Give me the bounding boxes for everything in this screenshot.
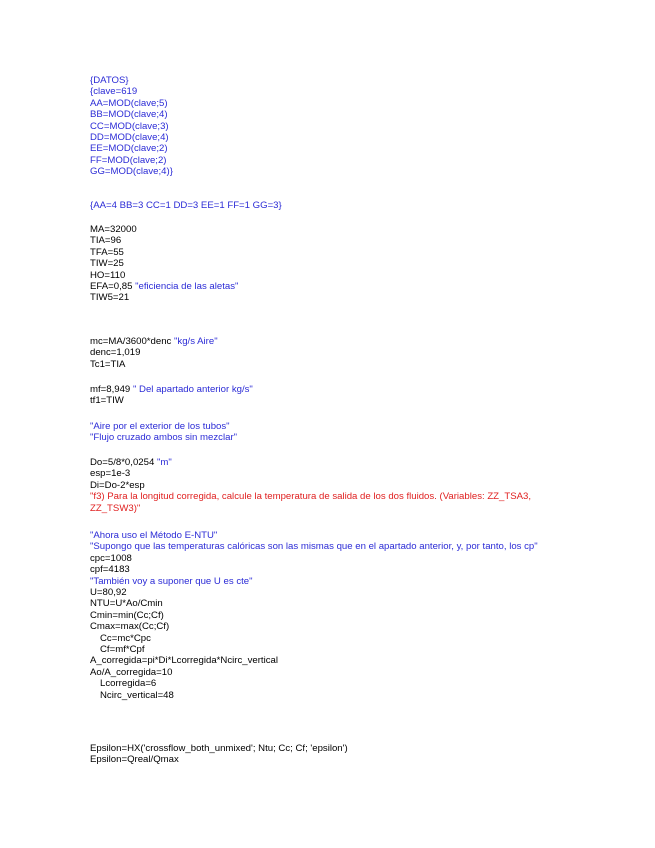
- datos-line: BB=MOD(clave;4): [90, 109, 168, 121]
- do-line: [90, 457, 570, 468]
- flow-comments: [90, 421, 570, 444]
- input-tia: TIA=96: [90, 235, 122, 247]
- values-comment: [90, 200, 570, 211]
- epsilon-q-line: Epsilon=Qreal/Qmax: [90, 754, 179, 766]
- flow-comment: "Aire por el exterior de los tubos": [90, 421, 230, 432]
- tube-block: [90, 457, 570, 514]
- do-comment: "m": [156, 457, 172, 468]
- cf-line: Cf=mf*Cpf: [100, 644, 145, 656]
- datos-line: CC=MOD(clave;3): [90, 120, 169, 132]
- datos-line: GG=MOD(clave;4)}: [90, 166, 173, 178]
- datos-line: AA=MOD(clave;5): [90, 97, 168, 109]
- efa-comment: "eficiencia de las aletas": [135, 281, 239, 293]
- esp-line: esp=1e-3: [90, 468, 131, 480]
- tf1-line: tf1=TIW: [90, 395, 124, 407]
- cc-line: Cc=mc*Cpc: [100, 632, 151, 644]
- values-line: {AA=4 BB=3 CC=1 DD=3 EE=1 FF=1 GG=3}: [90, 200, 282, 211]
- ntu-line: NTU=U*Ao/Cmin: [90, 598, 163, 610]
- datos-line: {clave=619: [90, 86, 138, 98]
- input-tfa: TFA=55: [90, 246, 124, 258]
- datos-line: {DATOS}: [90, 75, 129, 86]
- mc-formula: mc=MA/3600*denc: [90, 336, 172, 347]
- flow-comment: "Flujo cruzado ambos sin mezclar": [90, 432, 238, 444]
- mf-comment: " Del apartado anterior kg/s": [132, 384, 253, 395]
- epsilon-hx-line: Epsilon=HX('crossflow_both_unmixed'; Ntu; Cc; Cf; 'epsilon'): [90, 743, 348, 754]
- mf-formula: mf=8,949: [90, 384, 131, 395]
- datos-line: DD=MOD(clave;4): [90, 132, 169, 144]
- input-tiw: TIW=25: [90, 258, 124, 270]
- cmin-line: Cmin=min(Cc;Cf): [90, 609, 164, 621]
- cpc-line: cpc=1008: [90, 552, 132, 564]
- mf-line: [90, 384, 570, 395]
- cpf-line: cpf=4183: [90, 564, 130, 576]
- mc-line: [90, 336, 570, 347]
- entu-comment-3: "También voy a suponer que U es cte": [90, 575, 253, 587]
- entu-block: [90, 530, 570, 701]
- ao-line: Ao/A_corregida=10: [90, 666, 173, 678]
- di-line: Di=Do-2*esp: [90, 479, 145, 491]
- ncirc-line: Ncirc_vertical=48: [100, 689, 174, 701]
- cmax-line: Cmax=max(Cc;Cf): [90, 621, 170, 633]
- entu-comment-2: "Supongo que las temperaturas calóricas son las mismas que en el apartado anterior, y, por tanto, los cp": [90, 541, 538, 553]
- input-efa-line: [90, 281, 570, 292]
- input-efa: EFA=0,85: [90, 281, 133, 293]
- question-f3: "f3) Para la longitud corregida, calcule la temperatura de salida de los dos fluidos. (Variables: ZZ_TSA3, ZZ_TSW3)": [90, 491, 532, 514]
- acorr-line: A_corregida=pi*Di*Lcorregida*Ncirc_vertical: [90, 655, 278, 667]
- do-formula: Do=5/8*0,0254: [90, 457, 155, 468]
- u-line: U=80,92: [90, 587, 127, 599]
- datos-line: FF=MOD(clave;2): [90, 154, 167, 166]
- mc-comment: "kg/s Aire": [174, 336, 218, 347]
- input-ho: HO=110: [90, 269, 126, 281]
- datos-line: EE=MOD(clave;2): [90, 143, 168, 155]
- lcorr-line: Lcorregida=6: [100, 678, 157, 690]
- datos-block: [90, 75, 570, 178]
- mf-block: [90, 384, 570, 407]
- entu-comment-1: "Ahora uso el Método E-NTU": [90, 530, 218, 541]
- tc1-line: Tc1=TIA: [90, 358, 126, 370]
- denc-line: denc=1,019: [90, 347, 141, 359]
- input-tiw5: TIW5=21: [90, 292, 130, 304]
- inputs-block: [90, 224, 570, 304]
- mc-block: [90, 336, 570, 370]
- epsilon-block: [90, 743, 570, 766]
- input-ma: MA=32000: [90, 224, 137, 235]
